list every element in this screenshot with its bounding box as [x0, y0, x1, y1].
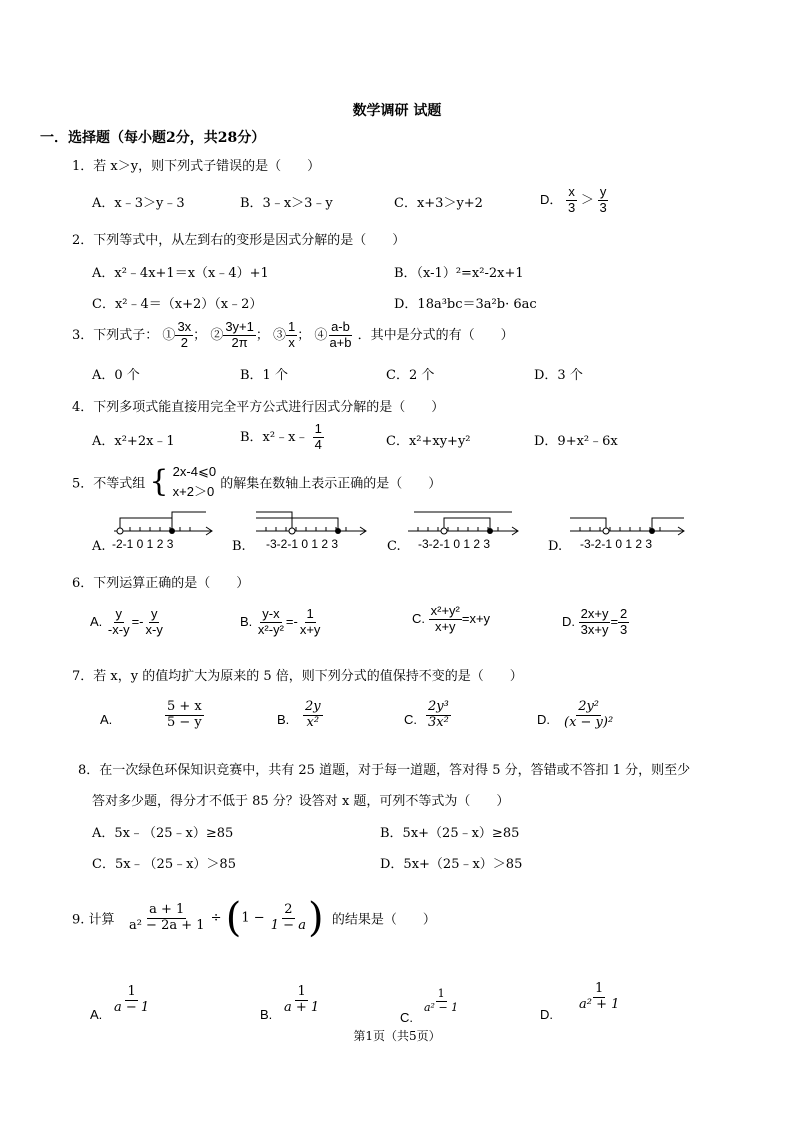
q2-option-d: D．18a³bc＝3a²b· 6ac	[394, 297, 537, 312]
q6-c-lnum: x²+y²	[430, 603, 460, 618]
q4-option-d: D．9+x²﹣6x	[534, 434, 618, 449]
q9-den-1: a² − 2a + 1	[128, 917, 205, 933]
q6-d-lnum: 2x+y	[580, 606, 609, 621]
q5-option-b: B.	[232, 539, 246, 554]
q3-circle-3: ③	[273, 327, 287, 343]
q3-stem-pre: 3．下列式子：	[72, 327, 159, 343]
q6-a-rnum: y	[150, 606, 158, 621]
q9-stem	[72, 895, 436, 941]
q9-inner-pre: 1 −	[241, 910, 265, 926]
q8-stem-line-2: 答对多少题，得分才不低于 85 分？设答对 x 题，可列不等式为（ ）	[92, 794, 510, 809]
q9-left-paren: (	[225, 895, 242, 941]
q5-ineq-2: x+2＞0	[172, 484, 215, 499]
q9-stem-pre: 9. 计算	[72, 912, 115, 928]
section-heading: 一．选择题（每小题2分，共28分）	[40, 130, 266, 146]
q9-a-num: 1	[127, 984, 136, 999]
q5-number-line-d	[566, 506, 691, 551]
q9-b-den: a + 1	[284, 999, 320, 1015]
q6-b-lnum: y-x	[262, 606, 280, 621]
q4-stem: 4．下列多项式能直接用完全平方公式进行因式分解的是（ ）	[72, 400, 445, 415]
q2-option-a: A．x²﹣4x+1＝x（x﹣4）+1	[92, 266, 269, 281]
q9-c-den: a² − 1	[424, 1000, 459, 1014]
q5-axis-a-labels: -2-1 0 1 2 3	[112, 537, 174, 551]
q3-f2-num: 3y+1	[225, 319, 254, 334]
page-footer: 第1页（共5页）	[353, 1029, 441, 1043]
q9-d-den: a² + 1	[579, 996, 620, 1012]
q5-axis-b-labels: -3-2-1 0 1 2 3	[266, 537, 339, 551]
q6-a-eq: =-	[131, 613, 144, 629]
q9-option-b	[282, 985, 321, 1016]
q4-b-den: 4	[314, 436, 322, 452]
q5-option-d: D.	[548, 539, 563, 554]
q1-stem: 1．若 x＞y，则下列式子错误的是（ ）	[72, 159, 321, 174]
q6-a-label: A.	[90, 613, 103, 629]
q3-f3-den: x	[288, 334, 295, 350]
q9-option-c	[422, 988, 460, 1014]
q7-b-label: B.	[277, 712, 290, 727]
q3-option-c: C．2 个	[386, 368, 435, 383]
q4-option-b	[240, 422, 324, 453]
q6-b-rnum: 1	[306, 606, 314, 621]
q7-option-c	[426, 700, 451, 731]
q6-b-rden: x+y	[299, 621, 321, 637]
q3-option-a: A．0 个	[92, 368, 140, 383]
q6-d-rden: 3	[620, 621, 628, 637]
page-title: 数学调研 试题	[352, 103, 442, 119]
q5-ineq-1: 2x-4⩽0	[172, 464, 217, 479]
q4-b-pre: B．x²﹣x﹣	[240, 429, 309, 445]
q9-den-2: 1 − a	[270, 917, 306, 933]
q3-option-d: D．3 个	[534, 368, 583, 383]
q9-divide-sign: ÷	[210, 910, 222, 926]
q8-option-b: B．5x+（25﹣x）≥85	[380, 826, 520, 841]
q9-d-num: 1	[595, 981, 604, 996]
q3-f1-num: 3x	[177, 319, 192, 334]
q3-f4-num: a-b	[331, 319, 350, 334]
q9-num-2: 2	[284, 901, 293, 917]
q8-option-a: A．5x﹣（25﹣x）≥85	[92, 826, 234, 841]
q7-d-den: (x − y)²	[564, 714, 614, 730]
q5-number-line-c	[404, 506, 524, 551]
q7-option-d	[562, 700, 615, 731]
q6-d-eq: =	[610, 613, 619, 629]
q3-stem: 3．下列式子： ① $\frac{3x}{2}$ ； ② $\frac{3y+1}{2\pi}$ ； ③ $\frac{1}{x}$ ； ④ $\frac{a-b}{a+b}$ ．其中是分式的有（ ）	[72, 319, 514, 350]
q3-f1-den: 2	[180, 334, 188, 350]
q8-option-c: C．5x﹣（25﹣x）＞85	[92, 857, 236, 872]
q9-b-num: 1	[297, 984, 306, 999]
q7-a-den: 5 − y	[167, 714, 202, 730]
q6-d-label: D.	[562, 613, 575, 629]
q2-option-c: C．x²﹣4＝（x+2）（x﹣2）	[92, 297, 263, 312]
q1-option-a: A．x﹣3＞y﹣3	[92, 196, 185, 211]
q5-number-line-a	[108, 506, 218, 551]
q3-f2-den: 2π	[231, 334, 248, 350]
q6-a-rden: x-y	[145, 621, 163, 637]
q8-option-d: D．5x+（25﹣x）＞85	[380, 857, 523, 872]
q1-option-b: B．3﹣x＞3﹣y	[240, 196, 333, 211]
q1-d-num1: x	[568, 184, 575, 199]
q7-option-a	[165, 700, 204, 731]
q6-d-rnum: 2	[620, 606, 628, 621]
q6-option-a	[90, 607, 165, 638]
q5-number-line-b	[252, 506, 372, 551]
q5-option-c: C.	[387, 539, 401, 554]
q7-c-num: 2y³	[428, 699, 449, 714]
q8-stem-line-1: 8．在一次绿色环保知识竞赛中，共有 25 道题，对于每一道题，答对得 5 分，答错或不答扣 1 分，则至少	[78, 763, 691, 778]
q5-stem	[72, 462, 441, 502]
q9-b-label: B.	[260, 1007, 273, 1022]
q9-c-num: 1	[437, 987, 445, 1000]
q6-b-lden: x²-y²	[257, 621, 284, 637]
q3-circle-4: ④	[314, 327, 328, 343]
q6-stem: 6．下列运算正确的是（ ）	[72, 576, 250, 591]
q6-c-label: C.	[412, 610, 425, 626]
q7-d-num: 2y²	[578, 699, 600, 714]
q6-b-label: B.	[240, 613, 253, 629]
q6-c-rhs: =x+y	[461, 610, 491, 626]
q7-b-num: 2y	[305, 699, 321, 714]
q6-option-c	[412, 604, 490, 635]
q1-d-den2: 3	[599, 199, 607, 215]
q9-a-den: a − 1	[114, 999, 150, 1015]
q6-option-b	[240, 607, 322, 638]
q9-right-paren: )	[307, 895, 324, 941]
q9-a-label: A.	[90, 1007, 103, 1022]
q5-axis-c-labels: -3-2-1 0 1 2 3	[418, 537, 491, 551]
q7-d-label: D.	[537, 712, 550, 727]
q5-stem-post: 的解集在数轴上表示正确的是（ ）	[220, 476, 442, 492]
q5-stem-pre: 5．不等式组	[72, 476, 146, 492]
q6-b-eq: =-	[285, 613, 298, 629]
q7-b-den: x²	[306, 714, 320, 730]
q1-d-den1: 3	[568, 199, 576, 215]
q3-f4-den: a+b	[329, 334, 352, 350]
q7-option-b	[303, 700, 323, 731]
q9-option-d	[577, 982, 621, 1013]
q7-c-den: 3x²	[428, 714, 449, 730]
q1-d-num2: y	[599, 184, 607, 199]
q6-a-lnum: y	[115, 606, 122, 621]
q6-a-lden: -x-y	[107, 621, 130, 637]
q9-num-1: a + 1	[149, 901, 185, 917]
q9-d-label: D.	[540, 1007, 553, 1022]
q7-a-label: A.	[100, 712, 113, 727]
q1-d-op: ＞	[580, 191, 594, 207]
q3-f3-num: 1	[288, 319, 296, 334]
q7-a-num: 5 + x	[167, 699, 202, 714]
q9-option-a	[112, 985, 151, 1016]
q6-c-lden: x+y	[434, 618, 456, 634]
q4-option-c: C．x²+xy+y²	[386, 434, 471, 449]
q3-stem-post: ．其中是分式的有（ ）	[357, 327, 514, 343]
q5-option-a: A.	[92, 539, 106, 554]
q7-c-label: C.	[404, 712, 417, 727]
q4-b-num: 1	[314, 421, 322, 436]
q9-c-label: C.	[400, 1010, 413, 1025]
q4-option-a: A．x²+2x﹣1	[92, 434, 175, 449]
q1-option-c: C．x+3＞y+2	[394, 196, 483, 211]
q6-option-d	[562, 607, 629, 638]
q9-stem-post: 的结果是（ ）	[331, 912, 436, 928]
q5-axis-d-labels: -3-2-1 0 1 2 3	[580, 537, 653, 551]
q2-stem: 2．下列等式中，从左到右的变形是因式分解的是（ ）	[72, 233, 406, 248]
q3-option-b: B．1 个	[240, 368, 288, 383]
q6-d-lden: 3x+y	[580, 621, 609, 637]
q1-option-d	[540, 185, 609, 216]
q3-circle-1: ①	[162, 327, 176, 343]
q7-stem: 7．若 x，y 的值均扩大为原来的 5 倍，则下列分式的值保持不变的是（ ）	[72, 669, 523, 684]
q1-d-label: D．	[540, 191, 563, 207]
q3-circle-2: ②	[210, 327, 224, 343]
q2-option-b: B．（x-1）²=x²-2x+1	[394, 266, 524, 281]
q5-brace: {	[149, 464, 169, 499]
